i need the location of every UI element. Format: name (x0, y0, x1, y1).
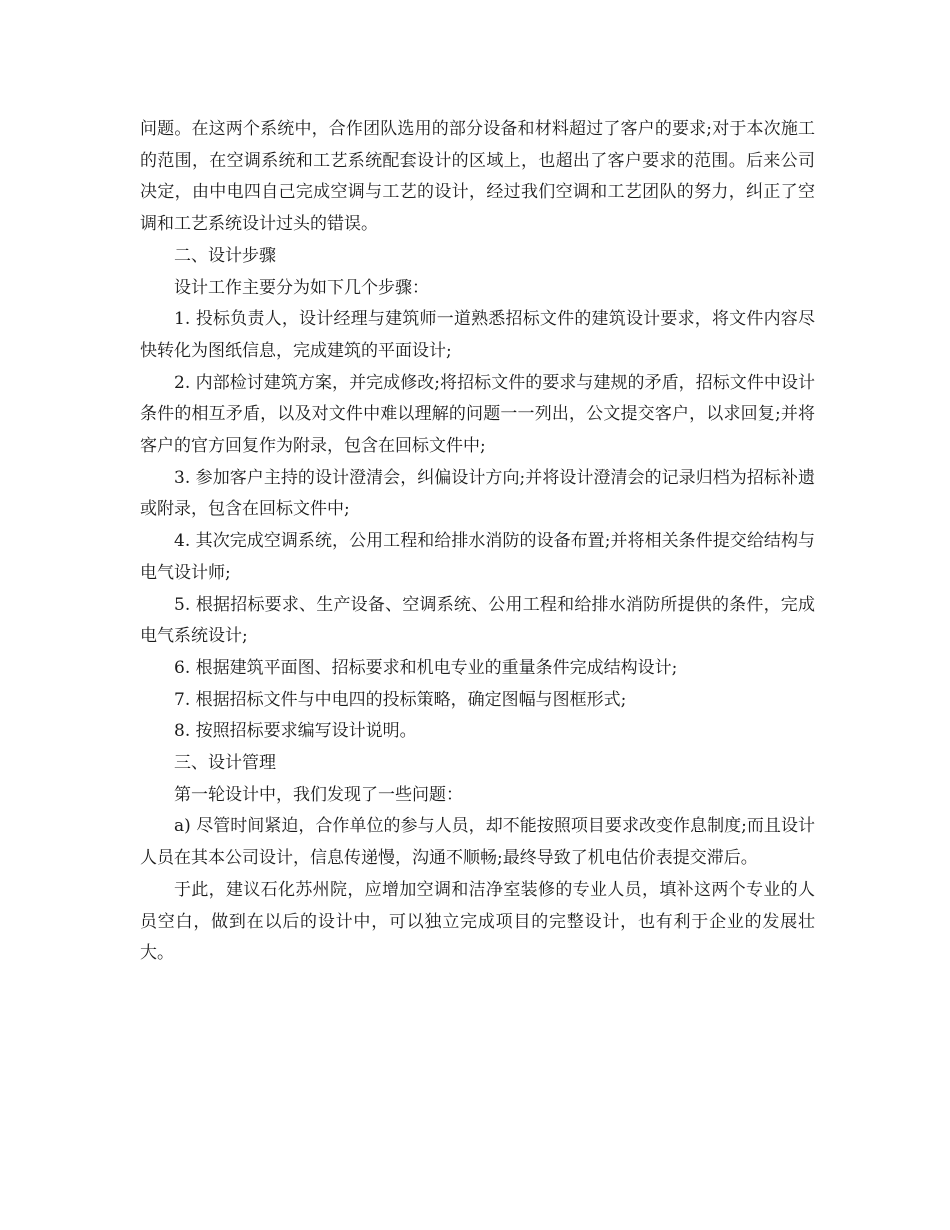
list-item-step-5: 5. 根据招标要求、生产设备、空调系统、公用工程和给排水消防所提供的条件，完成电气系统设计; (140, 594, 815, 647)
list-item-step-2: 2. 内部检讨建筑方案，并完成修改;将招标文件的要求与建规的矛盾，招标文件中设计条件的相互矛盾，以及对文件中难以理解的问题一一列出，公文提交客户，以求回复;并将客户的官方回复作为附录，包含在回标文件中; (140, 372, 815, 457)
list-item-step-7: 7. 根据招标文件与中电四的投标策略，确定图幅与图框形式; (174, 689, 627, 710)
section-heading-design-steps: 二、设计步骤 (174, 245, 276, 266)
paragraph-steps-intro: 设计工作主要分为如下几个步骤： (174, 277, 429, 298)
list-item-step-4: 4. 其次完成空调系统，公用工程和给排水消防的设备布置;并将相关条件提交给结构与电气设计师; (140, 531, 815, 583)
section-heading-design-management: 三、设计管理 (174, 753, 276, 774)
list-item-step-8: 8. 按照招标要求编写设计说明。 (174, 721, 417, 742)
list-item-step-6: 6. 根据建筑平面图、招标要求和机电专业的重量条件完成结构设计; (174, 657, 678, 678)
paragraph-continuation: 问题。在这两个系统中，合作团队选用的部分设备和材料超过了客户的要求;对于本次施工的范围，在空调系统和工艺系统配套设计的区域上，也超出了客户要求的范围。后来公司决定，由中电四自己完成空调与工艺的设计，经过我们空调和工艺团队的努力，纠正了空调和工艺系统设计过头的错误。 (140, 119, 815, 235)
list-item-step-3: 3. 参加客户主持的设计澄清会，纠偏设计方向;并将设计澄清会的记录归档为招标补遗或附录，包含在回标文件中; (140, 467, 815, 520)
list-item-issue-a: a) 尽管时间紧迫，合作单位的参与人员，却不能按照项目要求改变作息制度;而且设计人员在其本公司设计，信息传递慢，沟通不顺畅;最终导致了机电估价表提交滞后。 (140, 816, 815, 869)
paragraph-recommendation: 于此，建议石化苏州院，应增加空调和洁净室装修的专业人员，填补这两个专业的人员空白，做到在以后的设计中，可以独立完成项目的完整设计，也有利于企业的发展壮大。 (140, 879, 815, 964)
paragraph-issues-intro: 第一轮设计中，我们发现了一些问题： (174, 784, 463, 805)
list-item-step-1: 1. 投标负责人，设计经理与建筑师一道熟悉招标文件的建筑设计要求，将文件内容尽快转化为图纸信息，完成建筑的平面设计; (140, 309, 815, 361)
document-body (140, 114, 815, 970)
